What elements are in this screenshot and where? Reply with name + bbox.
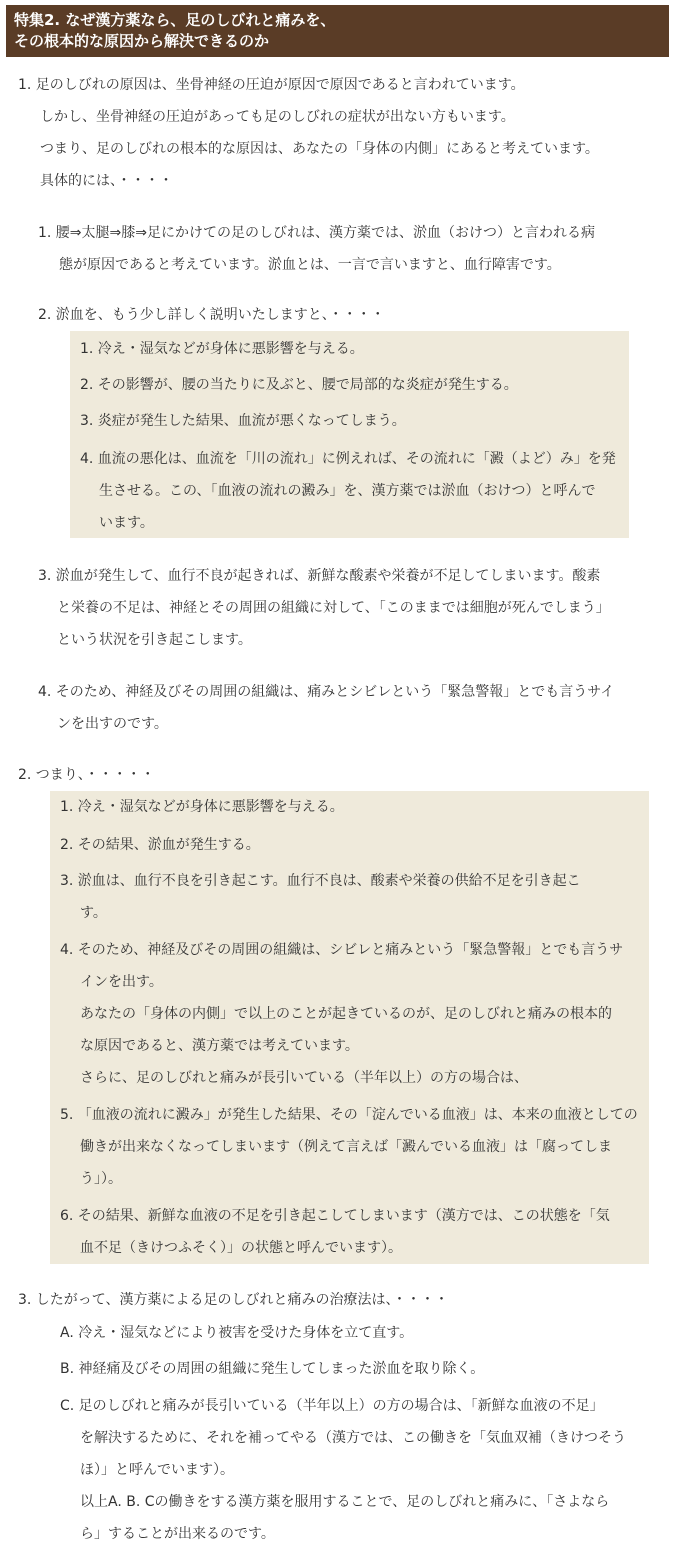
- s1-line-1: 1. 足のしびれの原因は、坐骨神経の圧迫が原因で原因であると言われています。: [18, 77, 525, 93]
- box2-line-6: インを出す。: [80, 974, 163, 990]
- s3-line-c1: C. 足のしびれと痛みが長引いている（半年以上）の方の場合は、「新鮮な血液の不足」: [60, 1398, 604, 1414]
- box2-line-2: 2. その結果、淤血が発生する。: [60, 837, 260, 853]
- box1-line-4: 4. 血流の悪化は、血流を「川の流れ」に例えれば、その流れに「澱（よど）み」を発: [80, 451, 616, 467]
- s1-line-2: しかし、坐骨神経の圧迫があっても足のしびれの症状が出ない方もいます。: [40, 109, 515, 125]
- s3-line-c2: を解決するために、それを補ってやる（漢方では、この働きを「気血双補（きけつそう: [80, 1430, 626, 1446]
- box1-line-1: 1. 冷え・湿気などが身体に悪影響を与える。: [80, 341, 364, 357]
- box2-line-13: 6. その結果、新鮮な血液の不足を引き起こしてしまいます（漢方では、この状態を「気: [60, 1208, 610, 1224]
- header-line-1: 特集2. なぜ漢方薬なら、足のしびれと痛みを、: [14, 11, 336, 29]
- s1-i4-line-1: 4. そのため、神経及びその周囲の組織は、痛みとシビレという「緊急警報」とでも言うサイ: [38, 684, 615, 700]
- detail-box-1: [70, 331, 629, 538]
- s3-title: 3. したがって、漢方薬による足のしびれと痛みの治療法は、・・・・: [18, 1292, 449, 1308]
- box1-line-3: 3. 炎症が発生した結果、血流が悪くなってしまう。: [80, 413, 406, 429]
- box1-line-5: 生させる。この、「血液の流れの澱み」を、漢方薬では淤血（おけつ）と呼んで: [99, 483, 596, 499]
- box1-line-2: 2. その影響が、腰の当たりに及ぶと、腰で局部的な炎症が発生する。: [80, 377, 518, 393]
- box2-line-9: さらに、足のしびれと痛みが長引いている（半年以上）の方の場合は、: [80, 1070, 528, 1086]
- box2-line-1: 1. 冷え・湿気などが身体に悪影響を与える。: [60, 799, 344, 815]
- box2-line-7: あなたの「身体の内側」で以上のことが起きているのが、足のしびれと痛みの根本的: [80, 1006, 612, 1022]
- section-header: [6, 5, 669, 57]
- s1-i1-line-1: 1. 腰⇒太腿⇒膝⇒足にかけての足のしびれは、漢方薬では、淤血（おけつ）と言われる病: [38, 225, 595, 241]
- box2-line-14: 血不足（きけつふそく）」の状態と呼んでいます）。: [80, 1240, 402, 1256]
- s1-i3-line-3: という状況を引き起こします。: [57, 632, 252, 648]
- s3-line-c4: 以上A. B. Cの働きをする漢方薬を服用することで、足のしびれと痛みに、「さよなら: [80, 1494, 610, 1510]
- header-line-2: その根本的な原因から解決できるのか: [14, 32, 270, 50]
- s3-line-c5: ら」することが出来るのです。: [80, 1526, 275, 1542]
- box2-line-8: な原因であると、漢方薬では考えています。: [80, 1038, 359, 1054]
- detail-box-2: [50, 791, 649, 1264]
- s1-i4-line-2: ンを出すのです。: [57, 716, 168, 732]
- s1-line-4: 具体的には、・・・・: [40, 173, 173, 189]
- box2-line-5: 4. そのため、神経及びその周囲の組織は、シビレと痛みという「緊急警報」とでも言うサ: [60, 942, 624, 958]
- box1-line-6: います。: [99, 515, 154, 531]
- s1-i3-line-1: 3. 淤血が発生して、血行不良が起きれば、新鮮な酸素や栄養が不足してしまいます。酸素: [38, 568, 601, 584]
- s1-i3-line-2: と栄養の不足は、神経とその周囲の組織に対して、「このままでは細胞が死んでしまう」: [57, 600, 610, 616]
- s3-line-b: B. 神経痛及びその周囲の組織に発生してしまった淤血を取り除く。: [60, 1361, 485, 1377]
- box2-line-10: 5. 「血液の流れに澱み」が発生した結果、その「淀んでいる血液」は、本来の血液としての: [60, 1107, 638, 1123]
- box2-line-4: す。: [80, 905, 107, 921]
- s2-title: 2. つまり、・・・・・: [18, 767, 155, 783]
- box2-line-12: う」）。: [80, 1171, 122, 1187]
- s3-line-a: A. 冷え・湿気などにより被害を受けた身体を立て直す。: [60, 1325, 414, 1341]
- box2-line-11: 働きが出来なくなってしまいます（例えて言えば「澱んでいる血液」は「腐ってしま: [80, 1139, 612, 1155]
- s3-line-c3: ほ）」と呼んでいます）。: [80, 1462, 234, 1478]
- s1-i2-line: 2. 淤血を、もう少し詳しく説明いたしますと、・・・・: [38, 307, 385, 323]
- s1-i1-line-2: 態が原因であると考えています。淤血とは、一言で言いますと、血行障害です。: [59, 257, 561, 273]
- box2-line-3: 3. 淤血は、血行不良を引き起こす。血行不良は、酸素や栄養の供給不足を引き起こ: [60, 873, 581, 889]
- s1-line-3: つまり、足のしびれの根本的な原因は、あなたの「身体の内側」にあると考えています。: [40, 141, 599, 157]
